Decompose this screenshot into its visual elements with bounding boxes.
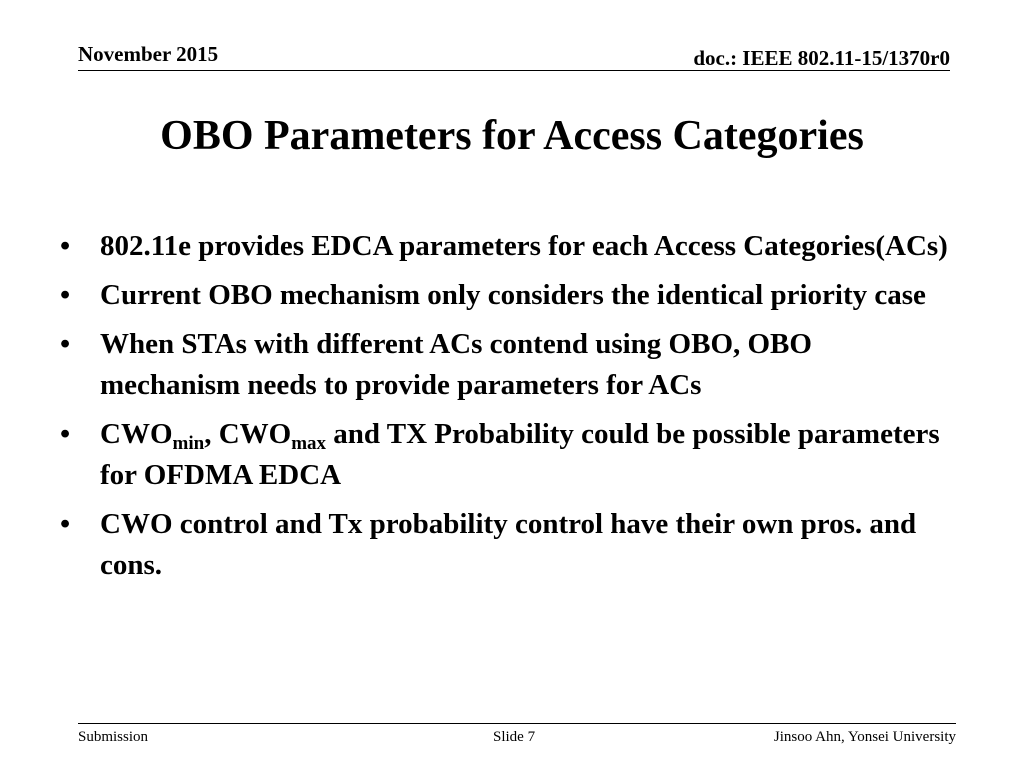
slide-number: Slide 7	[493, 729, 536, 745]
bullet-text: Current OBO mechanism only considers the identical priority case	[100, 279, 926, 311]
footer-submission: Submission	[78, 729, 149, 745]
bullet-list	[58, 226, 958, 594]
min-subscript: min	[172, 433, 205, 454]
bullet-text: CWO control and Tx probability control have their own pros. and cons.	[100, 508, 917, 581]
bullet-item	[58, 324, 958, 406]
bullet-text: When STAs with different ACs contend using OBO, OBO mechanism needs to provide parameters for ACs	[100, 328, 812, 401]
header-divider	[78, 70, 950, 71]
bullet-marker: •	[60, 508, 71, 540]
bullet-marker: •	[60, 230, 71, 262]
cwo-label: , CWO	[204, 418, 292, 450]
max-subscript: max	[291, 433, 327, 454]
bullet-item	[58, 275, 958, 316]
bullet-text-tail: and TX Probability could be possible parameters for OFDMA EDCA	[100, 418, 940, 491]
cwo-label: CWO	[100, 418, 173, 450]
document-id: doc.: IEEE 802.11-15/1370r0	[693, 46, 950, 70]
bullet-item	[58, 414, 958, 496]
bullet-marker: •	[60, 279, 71, 311]
bullet-item	[58, 504, 958, 586]
bullet-item	[58, 226, 958, 267]
header-date: November 2015	[78, 42, 219, 66]
footer-author: Jinsoo Ahn, Yonsei University	[773, 729, 956, 745]
bullet-text: 802.11e provides EDCA parameters for each Access Categories(ACs)	[100, 230, 948, 262]
bullet-marker: •	[60, 418, 71, 450]
footer-divider	[78, 723, 956, 724]
slide-title: OBO Parameters for Access Categories	[160, 113, 864, 159]
bullet-text	[100, 418, 940, 491]
bullet-marker: •	[60, 328, 71, 360]
